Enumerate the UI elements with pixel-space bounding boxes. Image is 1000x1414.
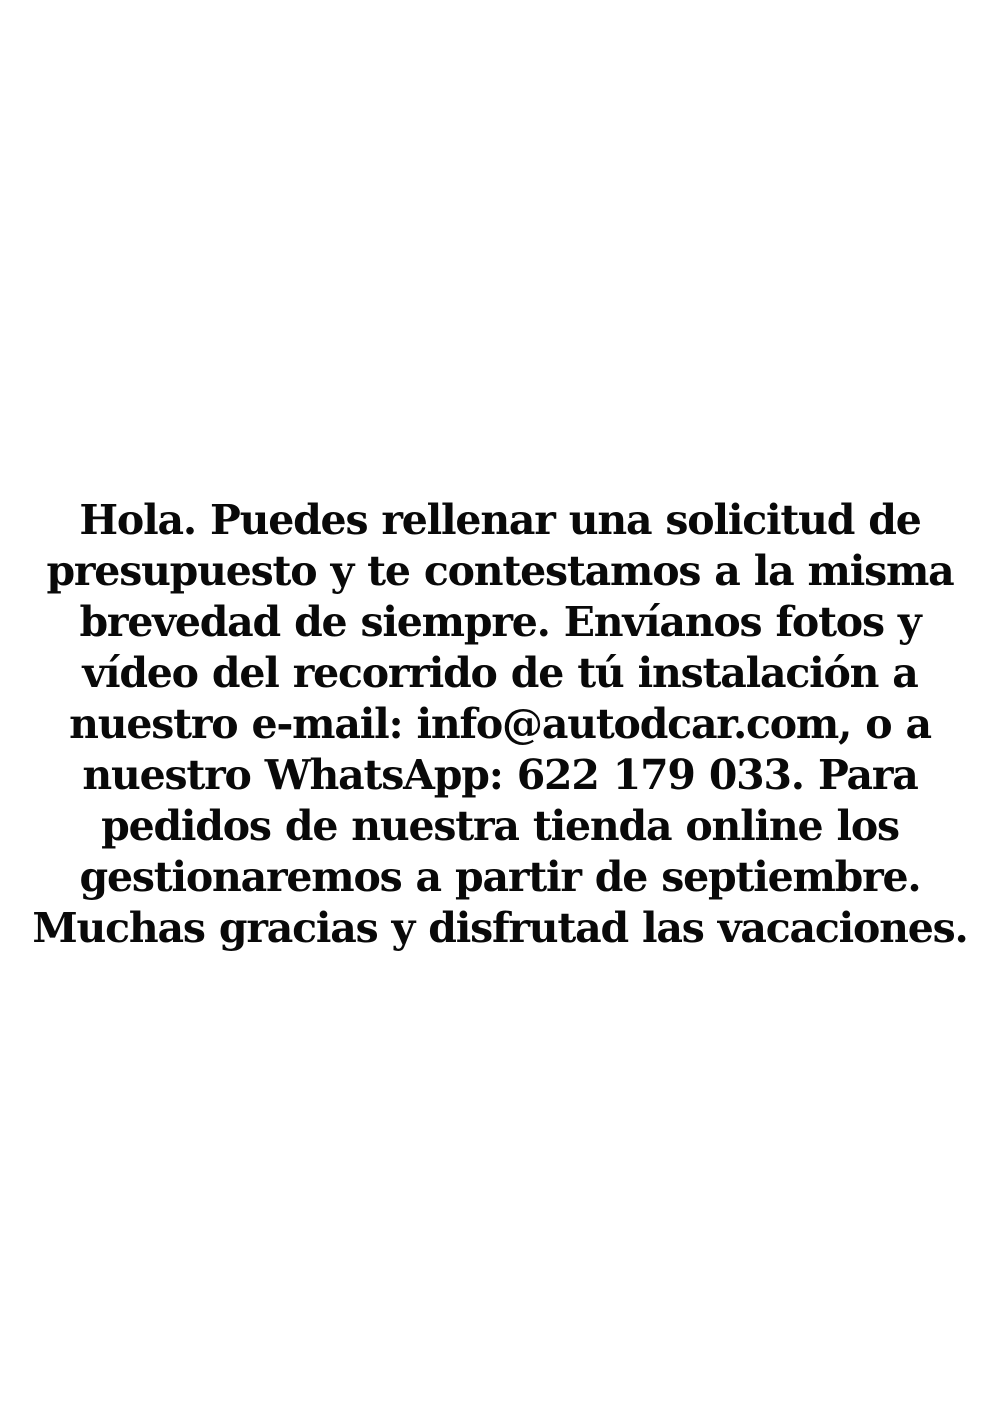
announcement-text: Hola. Puedes rellenar una solicitud de presupuesto y te contestamos a la misma brevedad de siempre. Envíanos fotos y vídeo del recorrido de tú instalación a nuestro e-mail: info@autodcar.com, o a nuestro WhatsApp: 622 179 033. Para pedidos de nuestra tienda online los gestionaremos a partir de septiembre. Muchas gracias y disfrutad las vacaciones.	[32, 496, 968, 952]
message-container	[0, 495, 1000, 954]
